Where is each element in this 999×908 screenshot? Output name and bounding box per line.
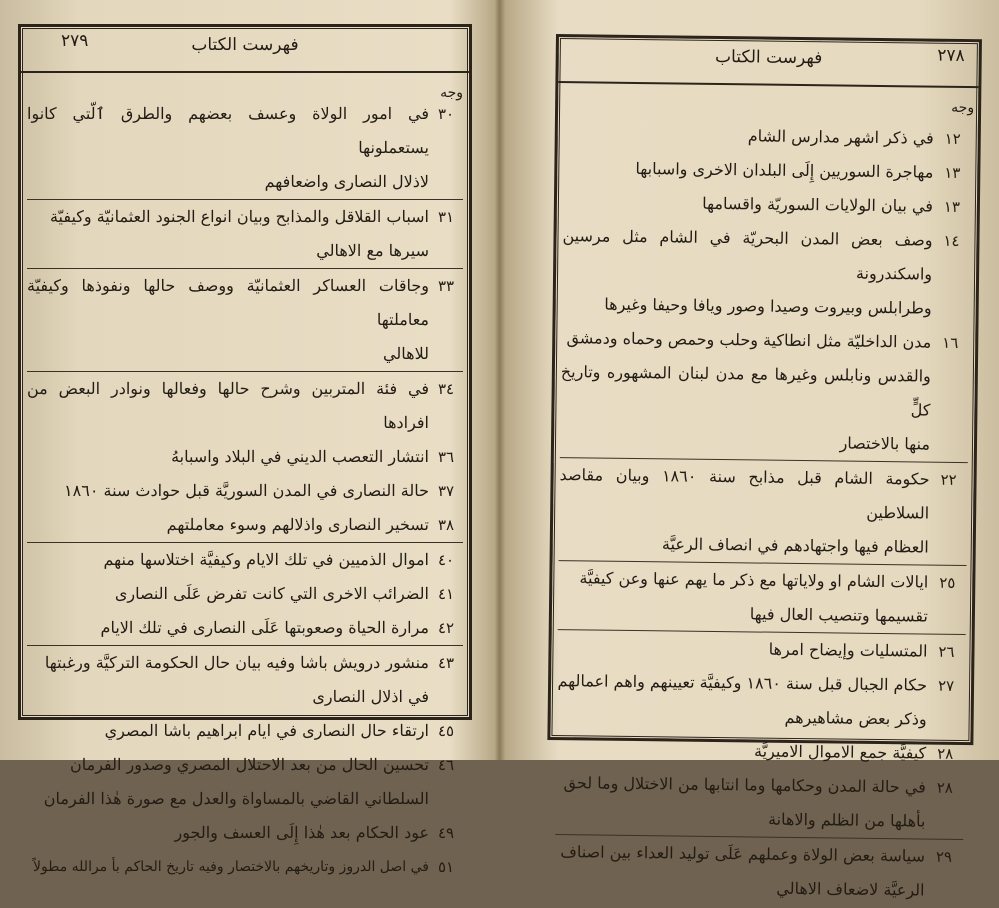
toc-page-ref: ٤٩ xyxy=(437,824,455,842)
left-column-label: وجه xyxy=(440,85,463,101)
toc-entry xyxy=(27,97,463,199)
left-page-frame xyxy=(18,24,472,876)
toc-page-ref: ٤٥ xyxy=(437,722,455,740)
left-toc-list xyxy=(27,97,463,884)
toc-entry-text: السلطاني القاضي بالمساواة والعدل مع صورة هٰذا الفرمان xyxy=(43,789,429,808)
toc-page-ref: ٤٦ xyxy=(437,756,455,774)
toc-entry xyxy=(27,474,463,508)
left-page-title: فهرست الكتاب xyxy=(191,35,299,55)
toc-entry xyxy=(27,816,463,850)
toc-page-ref: ٣٧ xyxy=(437,482,455,500)
toc-entry-text: حكومة الشام قبل مذابح سنة ١٨٦٠ وبيان مقاصد السلاطين xyxy=(559,465,930,523)
left-page-header xyxy=(21,27,469,73)
toc-entry xyxy=(27,577,463,611)
toc-entry-text: حالة النصارى في المدن السوريَّة قبل حوادث سنة ١٨٦٠ xyxy=(64,481,429,500)
toc-entry-text: لاذلال النصارى واضعافهم xyxy=(264,172,429,191)
toc-entry-text: في اصل الدروز وتاريخهم بالاختصار وفيه تاريخ الحاكم بأ مرالله مطولاً xyxy=(33,859,429,875)
toc-entry-text: تسخير النصارى واذلالهم وسوء معاملتهم xyxy=(166,515,429,534)
toc-entry-text: في حالة المدن وحكامها وما انتابها من الاختلال وما لحق xyxy=(563,773,926,797)
toc-entry xyxy=(27,611,463,645)
toc-page-ref: ١٢ xyxy=(944,129,961,148)
toc-entry xyxy=(27,268,463,371)
toc-entry-text: ايالات الشام او ولاياتها مع ذكر ما يهم عنها وعن كيفيَّة xyxy=(579,568,929,592)
toc-entry-text: في اذلال النصارى xyxy=(312,687,429,706)
toc-entry-text: الرعيَّة لاضعاف الاهالي xyxy=(776,878,925,900)
right-toc-list xyxy=(554,117,972,908)
toc-entry-text: سيرها مع الاهالي xyxy=(316,241,429,260)
toc-entry xyxy=(556,732,964,771)
toc-page-ref: ٣١ xyxy=(437,208,455,226)
toc-entry-text: اسباب القلاقل والمذابح وبيان انواع الجنود العثمانيّة وكيفيّة xyxy=(49,207,429,226)
toc-page-ref: ٣٣ xyxy=(437,277,455,295)
toc-entry-text: المتسليات وإيضاح امرها xyxy=(768,639,928,661)
left-page-number: ٢٧٩ xyxy=(61,31,89,51)
toc-page-ref: ١٦ xyxy=(942,333,959,352)
toc-entry xyxy=(27,850,463,884)
right-page-number: ٢٧٨ xyxy=(937,45,965,66)
toc-entry-text: وذكر بعض مشاهيرهم xyxy=(784,707,927,729)
toc-page-ref: ٣٨ xyxy=(437,516,455,534)
toc-entry-text: تقسيمها وتنصيب العال فيها xyxy=(749,604,929,626)
toc-page-ref: ٣٤ xyxy=(437,380,455,398)
toc-entry-text: في ذكر اشهر مدارس الشام xyxy=(747,126,934,148)
toc-entry xyxy=(564,117,972,156)
toc-page-ref: ١٣ xyxy=(943,197,961,216)
right-page-title: فهرست الكتاب xyxy=(714,46,823,69)
toc-entry-text: وطرابلس وبيروت وصيدا وصور ويافا وحيفا وغيرها xyxy=(604,294,932,318)
toc-entry-text: سياسة بعض الولاة وعملهم عَلَى توليد العداء بين اصناف xyxy=(560,842,926,866)
toc-entry xyxy=(27,508,463,542)
toc-entry-text: للاهالي xyxy=(383,344,429,363)
toc-page-ref: ١٤ xyxy=(943,231,960,250)
toc-entry xyxy=(557,629,965,669)
toc-entry xyxy=(561,219,970,326)
toc-entry-text: تحسين الحال من بعد الاحتلال المصري وصدور الفرمان xyxy=(70,755,429,774)
toc-entry-text: في بيان الولايات السوريّة واقسامها xyxy=(702,193,934,216)
toc-page-ref: ٢٨ xyxy=(936,778,953,797)
toc-page-ref: ٤١ xyxy=(437,585,455,603)
toc-entry xyxy=(27,440,463,474)
toc-entry xyxy=(27,199,463,268)
toc-entry-text: بأهلها من الظلم والاهانة xyxy=(767,809,926,831)
right-page xyxy=(512,0,999,900)
toc-entry-text: مدن الداخليّة مثل انطاكية وحلب وحمص وحماه ودمشق xyxy=(566,328,932,352)
toc-page-ref: ٤٣ xyxy=(437,654,455,672)
toc-entry xyxy=(554,834,963,908)
toc-page-ref: ٤٠ xyxy=(437,551,455,569)
toc-page-ref: ٢٥ xyxy=(939,573,956,592)
toc-entry xyxy=(27,645,463,714)
toc-entry-text: اموال الذميين في تلك الايام وكيفيَّة اختلاسها منهم xyxy=(103,550,429,569)
toc-entry xyxy=(559,457,968,565)
toc-page-ref: ٤٢ xyxy=(437,619,455,637)
toc-entry xyxy=(27,748,463,816)
toc-page-ref: ٢٢ xyxy=(940,470,957,489)
toc-entry-text: ارتقاء حال النصارى في ايام ابراهيم باشا المصري xyxy=(104,721,429,740)
toc-entry-text: مرارة الحياة وصعوبتها عَلَى النصارى في تلك الايام xyxy=(100,618,429,637)
toc-entry-text: كيفيَّة جمع الاموال الاميريَّة xyxy=(753,741,927,763)
toc-entry xyxy=(555,766,964,839)
toc-entry-text: منشور درويش باشا وفيه بيان حال الحكومة التركيَّة ورغبتها xyxy=(44,653,429,672)
toc-entry xyxy=(563,151,971,190)
toc-entry-text: الضرائب الاخرى التي كانت تفرض عَلَى النصارى xyxy=(114,584,429,603)
toc-entry-text: مهاجرة السوريين إِلَى البلدان الاخرى واسبابها xyxy=(635,158,934,182)
toc-entry xyxy=(27,714,463,748)
left-page xyxy=(0,0,486,876)
toc-entry-text: حكام الجبال قبل سنة ١٨٦٠ وكيفيَّة تعيينهم واهم اعمالهم xyxy=(557,671,928,695)
toc-page-ref: ٢٨ xyxy=(937,744,954,763)
toc-page-ref: ٣٠ xyxy=(437,105,455,123)
toc-entry xyxy=(27,371,463,440)
toc-entry-text: العظام فيها واجتهادهم في انصاف الرعيَّة xyxy=(661,534,929,557)
toc-entry-text: منها بالاختصار xyxy=(839,433,931,454)
toc-page-ref: ٣٦ xyxy=(437,448,455,466)
toc-entry-text: عود الحكام بعد هٰذا إِلَى العسف والجور xyxy=(174,823,429,842)
toc-entry-text: في فئة المتربين وشرح حالها وفعالها ونوادر البعض من افرادها xyxy=(27,379,429,432)
toc-entry-text: وجاقات العساكر العثمانيّة ووصف حالها ونفوذها وكيفيّة معاملتها xyxy=(27,276,429,329)
toc-entry xyxy=(27,542,463,577)
toc-page-ref: ٢٧ xyxy=(937,676,955,695)
toc-page-ref: ٥١ xyxy=(437,858,455,876)
toc-entry xyxy=(560,321,970,462)
toc-entry-text: انتشار التعصب الديني في البلاد واسبابهُ xyxy=(171,447,429,466)
toc-entry xyxy=(558,560,967,634)
toc-entry xyxy=(556,664,965,737)
right-page-header xyxy=(558,37,979,88)
right-page-frame xyxy=(547,34,982,900)
right-column-label: وجه xyxy=(951,99,975,117)
toc-page-ref: ٢٦ xyxy=(938,642,955,661)
toc-entry-text: في امور الولاة وعسف بعضهم والطرق ٱلّتي كانوا يستعملونها xyxy=(27,104,429,157)
toc-page-ref: ٢٩ xyxy=(935,847,953,866)
toc-entry-text: والقدس ونابلس وغيرها مع مدن لبنان المشهوره وتاريخ كلٍّ xyxy=(560,362,931,420)
toc-page-ref: ١٣ xyxy=(944,163,961,182)
toc-entry-text: وصف بعض المدن البحريّة في الشام مثل مرسين واسكندرونة xyxy=(562,226,933,284)
toc-entry xyxy=(563,185,971,224)
